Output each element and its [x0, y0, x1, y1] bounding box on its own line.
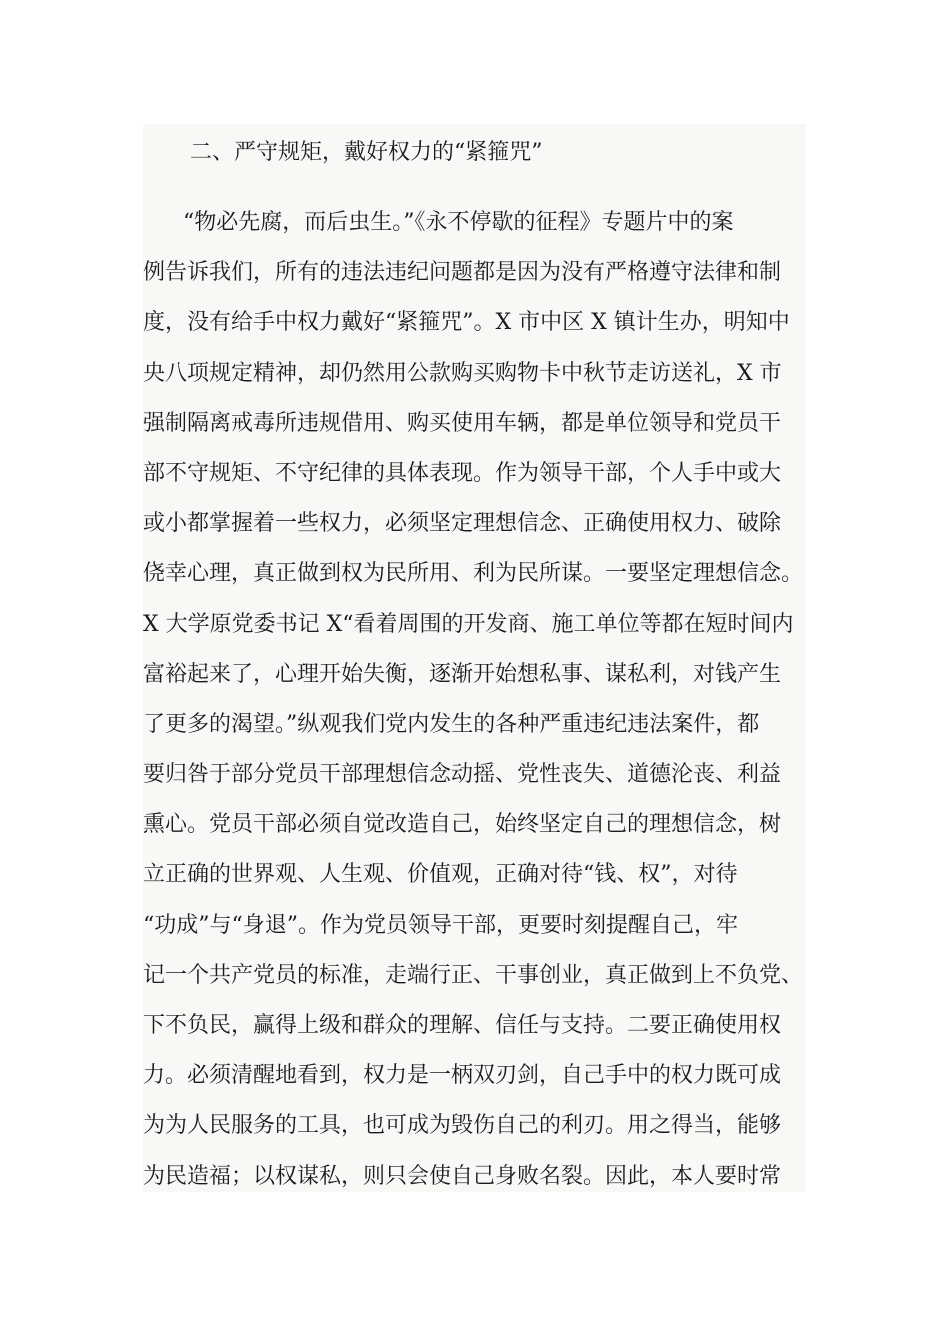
- body-line: 力。必须清醒地看到，权力是一柄双刃剑，自己手中的权力既可成: [143, 1063, 782, 1089]
- body-line: 部不守规矩、不守纪律的具体表现。作为领导干部，个人手中或大: [143, 460, 782, 486]
- body-line: 立正确的世界观、人生观、价值观，正确对待“钱、权”，对待: [143, 862, 738, 888]
- body-line: X 大学原党委书记 X“看着周围的开发商、施工单位等都在短时间内: [143, 611, 794, 637]
- section-heading: 二、严守规矩，戴好权力的“紧箍咒”: [190, 140, 543, 165]
- body-line: “功成”与“身退”。作为党员领导干部，更要时刻提醒自己，牢: [143, 912, 738, 938]
- body-line: 或小都掌握着一些权力，必须坚定理想信念、正确使用权力、破除: [143, 511, 782, 537]
- body-line: 了更多的渴望。”纵观我们党内发生的各种严重违纪违法案件，都: [143, 711, 760, 737]
- body-paragraph: [143, 206, 823, 1210]
- body-line: 央八项规定精神，却仍然用公款购买购物卡中秋节走访送礼，X 市: [143, 360, 782, 386]
- body-line: 熏心。党员干部必须自觉改造自己，始终坚定自己的理想信念，树: [143, 812, 782, 838]
- body-line: 强制隔离戒毒所违规借用、购买使用车辆，都是单位领导和党员干: [143, 410, 782, 436]
- body-line: 为民造福；以权谋私，则只会使自己身败名裂。因此，本人要时常: [143, 1163, 782, 1189]
- body-line: 为为人民服务的工具，也可成为毁伤自己的利刃。用之得当，能够: [143, 1113, 782, 1139]
- body-line: 要归咎于部分党员干部理想信念动摇、党性丧失、道德沦丧、利益: [143, 762, 782, 788]
- body-line: “物必先腐，而后虫生。”《永不停歇的征程》专题片中的案: [183, 210, 734, 235]
- body-line: 度，没有给手中权力戴好“紧箍咒”。X 市中区 X 镇计生办，明知中: [143, 310, 790, 336]
- body-line: 富裕起来了，心理开始失衡，逐渐开始想私事、谋私利，对钱产生: [143, 661, 782, 687]
- body-line: 侥幸心理，真正做到权为民所用、利为民所谋。一要坚定理想信念。: [143, 561, 804, 587]
- body-line: 例告诉我们，所有的违法违纪问题都是因为没有严格遵守法律和制: [143, 260, 782, 286]
- body-line: 记一个共产党员的标准，走端行正、干事创业，真正做到上不负党、: [143, 962, 804, 988]
- body-line: 下不负民，赢得上级和群众的理解、信任与支持。二要正确使用权: [143, 1013, 782, 1038]
